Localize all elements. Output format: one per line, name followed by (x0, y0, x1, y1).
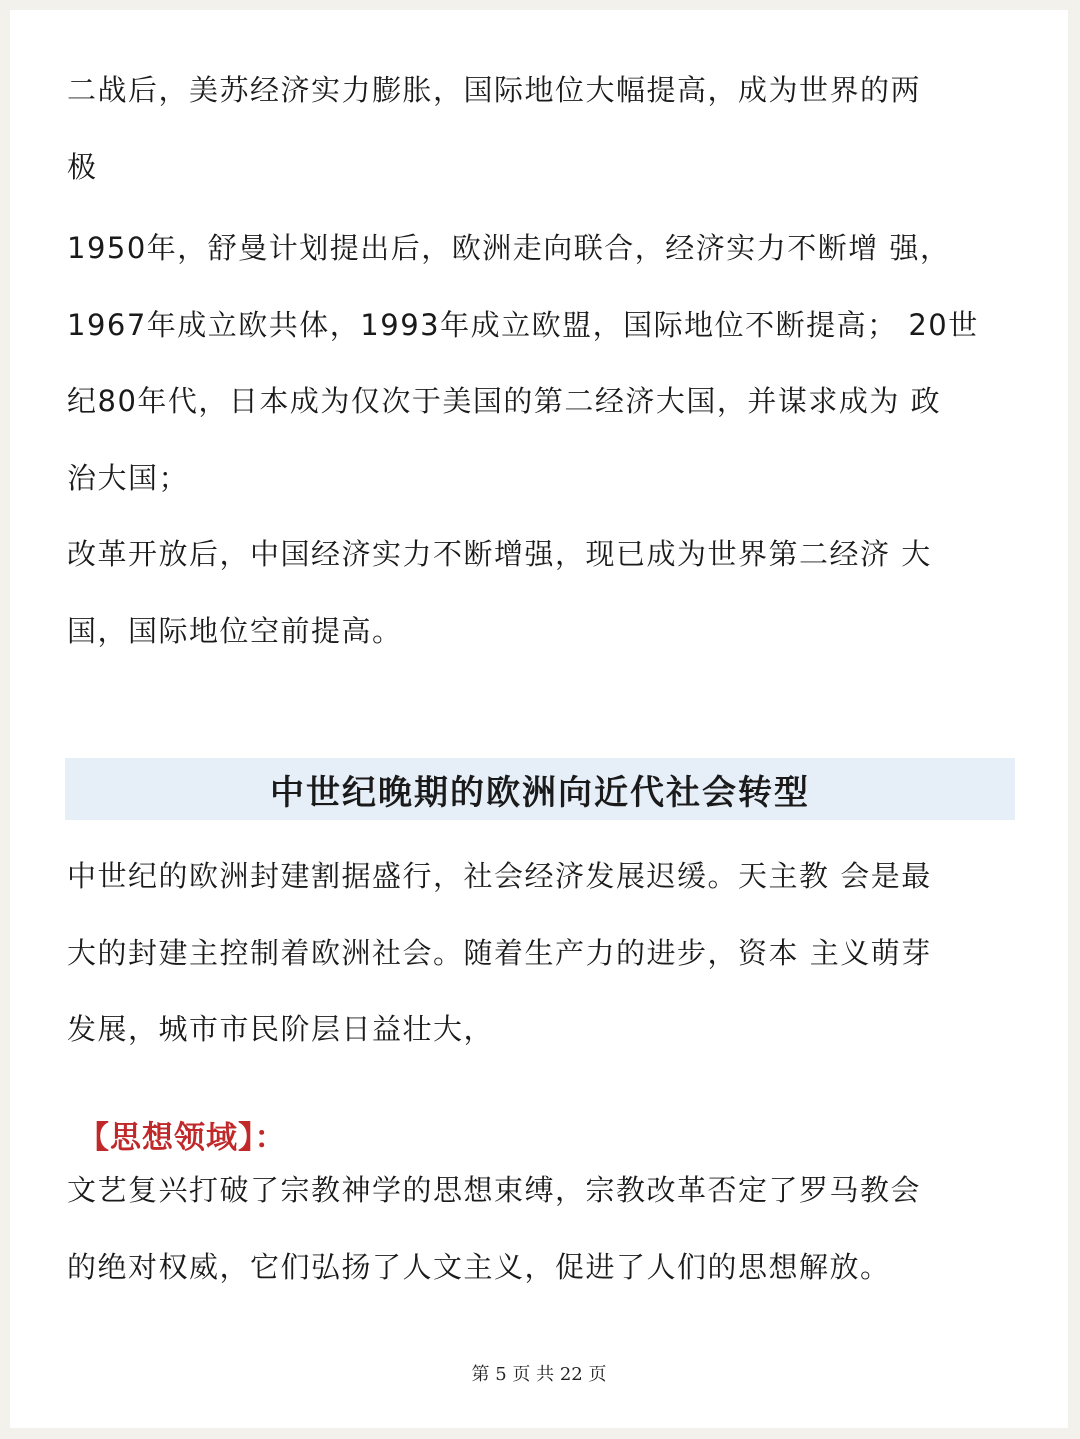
text-line: 纪80年代，日本成为仅次于美国的第二经济大国，并谋求成为 政 (67, 384, 942, 418)
text-line: 中世纪的欧洲封建割据盛行，社会经济发展迟缓。天主教 会是最 (67, 859, 932, 893)
subheading-thought-domain: 【思想领域】： (78, 1120, 287, 1156)
text-line: 极 (67, 149, 98, 184)
text-line: 文艺复兴打破了宗教神学的思想束缚，宗教改革否定了罗马教会 (67, 1173, 922, 1207)
paragraph-postwar-superpowers (67, 52, 1027, 205)
section-heading-bar (65, 758, 1015, 820)
paragraph-renaissance-reformation (67, 1152, 1027, 1305)
paragraph-medieval-europe (67, 838, 1027, 1068)
paragraph-europe-japan (67, 210, 1027, 516)
text-line: 1967年成立欧共体，1993年成立欧盟，国际地位不断提高； 20世 (67, 307, 979, 342)
document-page (10, 10, 1068, 1428)
text-line: 发展，城市市民阶层日益壮大， (67, 1012, 495, 1046)
section-title: 中世纪晚期的欧洲向近代社会转型 (270, 772, 810, 813)
text-line: 大的封建主控制着欧洲社会。随着生产力的进步，资本 主义萌芽 (67, 935, 932, 970)
text-line: 二战后，美苏经济实力膨胀，国际地位大幅提高，成为世界的两 (67, 73, 922, 107)
page-number-footer: 第 5 页 共 22 页 (471, 1364, 607, 1385)
text-line: 治大国； (67, 460, 190, 495)
text-line: 1950年，舒曼计划提出后，欧洲走向联合，经济实力不断增 强， (67, 231, 951, 265)
text-line: 改革开放后，中国经济实力不断增强，现已成为世界第二经济 大 (67, 537, 932, 571)
paragraph-china-reform (67, 516, 1027, 669)
text-line: 国，国际地位空前提高。 (67, 613, 403, 648)
text-line: 的绝对权威，它们弘扬了人文主义，促进了人们的思想解放。 (67, 1249, 891, 1284)
